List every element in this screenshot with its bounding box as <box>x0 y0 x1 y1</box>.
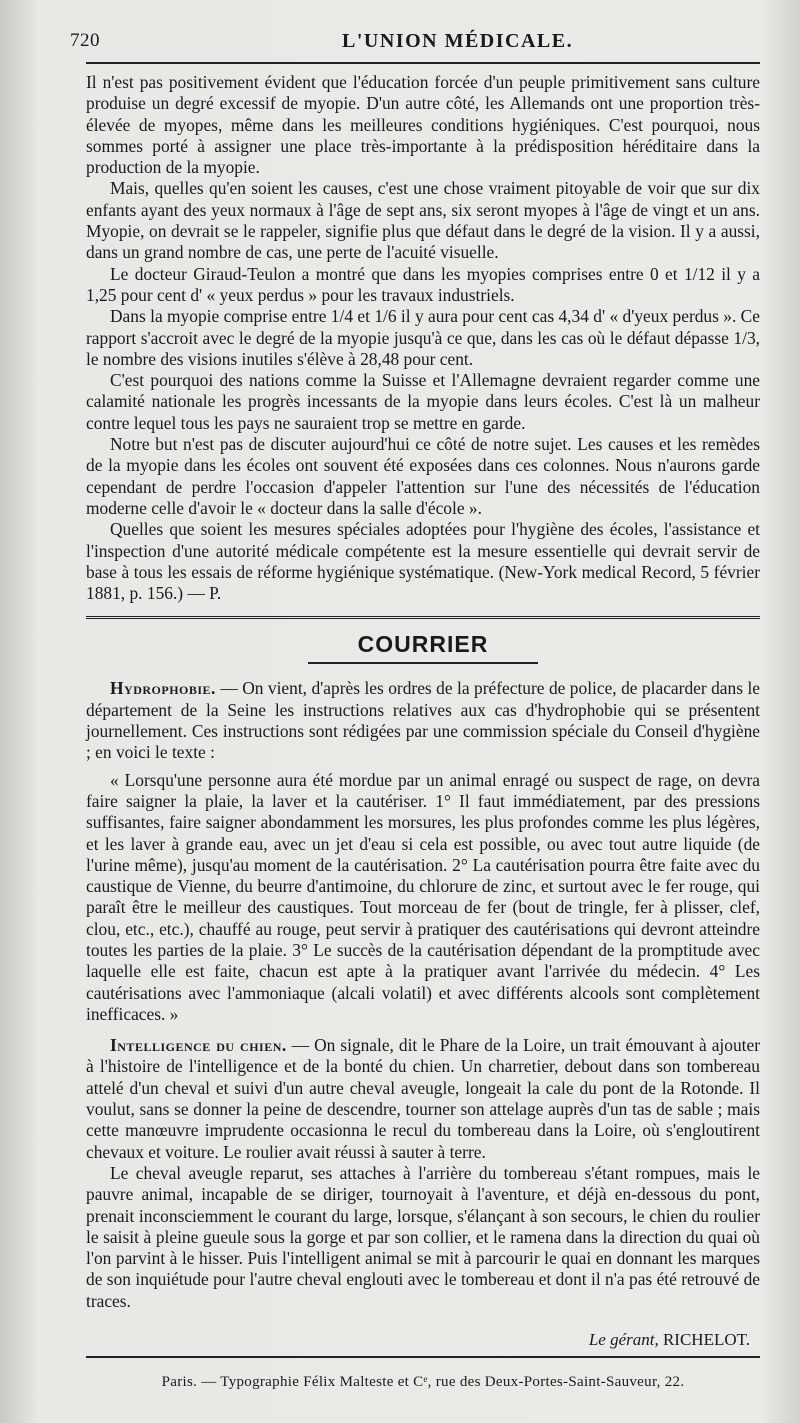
chien-runin: Intelligence du chien. <box>110 1035 287 1056</box>
article-paragraph: Le docteur Giraud-Teulon a montré que dans les myopies comprises entre 0 et 1/12 il y a 1,25 pour cent d' « yeux perdus » pour les travaux industriels. <box>86 263 760 305</box>
footer-rule <box>86 1356 760 1358</box>
hydrophobie-runin: Hydrophobie. <box>110 678 216 699</box>
signature-name: RICHELOT. <box>662 1330 750 1350</box>
article-paragraph: Dans la myopie comprise entre 1/4 et 1/6 il y aura pour cent cas 4,34 d' « d'yeux perdus ». Ce rapport s'accroit avec le degré de la myopie jusqu'à ce que, dans les cas où le défaut dépasse 1/3, le nombre des visions inutiles s'élève à 28,48 pour cent. <box>86 306 760 369</box>
running-head <box>70 22 760 62</box>
chien-paragraph-2: Le cheval aveugle reparut, ses attaches à l'arrière du tombereau s'étant rompues, mais le pauvre animal, incapable de se diriger, tournoyait à l'aventure, et déjà en-dessous du pont, prenait inconsciemment le courant du large, lorsque, s'élançant à son secours, le chien du roulier le saisit à pleine gueule sous la gorge et par son collier, et le ramena dans la direction du quai où l'on parvint à le hisser. Puis l'intelligent animal se mit à parcourir le quai en donnant les marques de son inquiétude pour l'autre cheval englouti avec le tombereau et dont il n'a pas été retrouvé de traces. <box>86 1162 760 1311</box>
page-number: 720 <box>70 30 100 51</box>
section-title: COURRIER <box>357 631 489 658</box>
article-paragraph: Notre but n'est pas de discuter aujourd'hui ce côté de notre sujet. Les causes et les remèdes de la myopie dans les écoles ont souvent été exposées dans ces colonnes. Nous n'aurons garde cependant de perdre l'occasion d'appeler l'attention sur l'une des nécessités de l'éducation moderne celle d'avoir le « docteur dans la salle d'école ». <box>86 434 760 518</box>
journal-title: L'UNION MÉDICALE. <box>342 30 574 52</box>
article-paragraph: Il n'est pas positivement évident que l'éducation forcée d'un peuple primitivement sans culture produise un degré excessif de myopie. D'un autre côté, les Allemands ont une proportion très-élevée de myopes, même dans les meilleures conditions hygiéniques. C'est pourquoi, nous sommes porté à assigner une place très-importante à la prédisposition héréditaire dans la production de la myopie. <box>86 72 760 178</box>
signature-role: Le gérant, <box>588 1330 659 1350</box>
section-divider <box>86 616 760 621</box>
courrier-body <box>86 678 760 1312</box>
hydrophobie-intro <box>86 678 760 763</box>
chien-paragraph-text: — On signale, dit le Phare de la Loire, un trait émouvant à ajouter à l'histoire de l'intelligence et de la bonté du chien. Un charretier, debout dans son tombereau attelé d'un cheval et suivi d'un autre cheval aveugle, longeait la cale du pont de la Rotonde. Il voulut, sans se donner la peine de descendre, tourner son attelage auprès d'un tas de sable ; mais cette manœuvre imprudente occasionna le recul du tombereau dans la Loire, où s'engloutirent chevaux et voiture. Le roulier avait réussi à sauter à terre. <box>86 1035 760 1162</box>
article-paragraph: Mais, quelles qu'en soient les causes, c'est une chose vraiment pitoyable de voir que sur dix enfants ayant des yeux normaux à l'âge de sept ans, six seront myopes à l'âge de vingt et un ans. Myopie, on devrait se le rappeler, signifie plus que défaut dans le degré de la vision. Il y a aussi, dans un grand nombre de cas, une perte de l'acuité visuelle. <box>86 178 760 263</box>
signature <box>86 1330 750 1350</box>
hydrophobie-quote: « Lorsqu'une personne aura été mordue par un animal enragé ou suspect de rage, on devra faire saigner la plaie, la laver et la cautériser. 1° Il faut immédiatement, par des pressions suffisantes, faire saigner abondamment les morsures, les plus profondes comme les plus légères, et les laver à grande eau, avec un jet d'eau si cela est possible, ou avec tout autre liquide (de l'urine même), jusqu'au moment de la cautérisation. 2° La cautérisation pourra être faite avec du caustique de Vienne, du beurre d'antimoine, du chlorure de zinc, et surtout avec le fer rouge, qui paraît être le meilleur des caustiques. Tout morceau de fer (bout de tringle, fer à plisser, clef, clou, etc., etc.), chauffé au rouge, peut servir à pratiquer des cautérisations qui devront atteindre toutes les parties de la plaie. 3° Le succès de la cautérisation dépendant de la promptitude avec laquelle elle est faite, chacun est apte à la pratiquer avant l'arrivée du médecin. 4° Les cautérisations avec l'ammoniaque (alcali volatil) et avec différents alcools sont complètement inefficaces. » <box>86 769 760 1024</box>
imprint: Paris. — Typographie Félix Malteste et Cᵉ, rue des Deux-Portes-Saint-Sauveur, 22. <box>161 1374 685 1391</box>
hydrophobie-intro-text: — On vient, d'après les ordres de la préfecture de police, de placarder dans le département de la Seine les instructions relatives aux cas d'hydrophobie qui se présentent journellement. Ces instructions sont rédigées par une commission spéciale du Conseil d'hygiène ; en voici le texte : <box>86 678 760 763</box>
article-paragraph: C'est pourquoi des nations comme la Suisse et l'Allemagne devraient regarder comme une calamité nationale les progrès incessants de la myopie dans leurs écoles. C'est là un malheur contre lequel tous les pays ne sauraient trop se mettre en garde. <box>86 370 760 433</box>
section-title-rule <box>308 662 538 664</box>
article-paragraph: Quelles que soient les mesures spéciales adoptées pour l'hygiène des écoles, l'assistance et l'inspection d'une autorité médicale compétente est la mesure essentielle qui devrait servir de base à tous les essais de réforme hygiénique systématique. (New-York medical Record, 5 février 1881, p. 156.) — P. <box>86 519 760 604</box>
article-body <box>86 72 760 604</box>
chien-paragraph <box>86 1035 760 1163</box>
